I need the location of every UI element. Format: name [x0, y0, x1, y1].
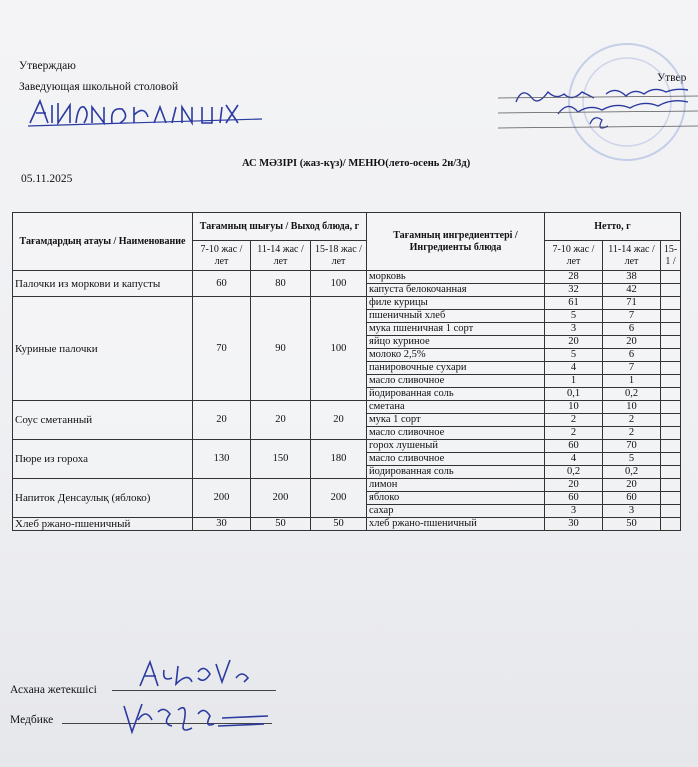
netto-value: 60 — [545, 492, 603, 505]
dish-name: Соус сметанный — [13, 401, 193, 440]
dish-name: Хлеб ржано-пшеничный — [13, 518, 193, 531]
dish-output-value: 20 — [193, 401, 251, 440]
netto-value: 5 — [603, 453, 661, 466]
netto-value-cut — [661, 479, 681, 492]
col-ingredients-header: Тағамның ингредиенттері / Ингредиенты блюда — [367, 213, 545, 271]
dish-output-value: 130 — [193, 440, 251, 479]
dish-output-value: 200 — [193, 479, 251, 518]
netto-value: 61 — [545, 297, 603, 310]
ingredient-name: масло сливочное — [367, 453, 545, 466]
netto-value: 5 — [545, 349, 603, 362]
netto-value: 32 — [545, 284, 603, 297]
netto-value: 0,2 — [545, 466, 603, 479]
netto-value: 0,2 — [603, 466, 661, 479]
ingredient-name: йодированная соль — [367, 466, 545, 479]
netto-value-cut — [661, 414, 681, 427]
ingredient-name: молоко 2,5% — [367, 349, 545, 362]
netto-value-cut — [661, 323, 681, 336]
dish-output-value: 200 — [311, 479, 367, 518]
netto-value-cut — [661, 466, 681, 479]
netto-value: 4 — [545, 453, 603, 466]
netto-value: 60 — [603, 492, 661, 505]
netto-value-cut — [661, 440, 681, 453]
ingredient-name: яблоко — [367, 492, 545, 505]
right-signature — [498, 80, 698, 140]
approve-label: Утверждаю — [19, 60, 76, 72]
ingredient-name: филе курицы — [367, 297, 545, 310]
table-row — [13, 479, 681, 492]
col-netto-age-7-10: 7-10 жас / лет — [545, 241, 603, 271]
netto-value: 2 — [545, 414, 603, 427]
table-row — [13, 440, 681, 453]
netto-value: 30 — [545, 518, 603, 531]
nurse-label: Медбике — [10, 714, 54, 726]
table-row — [13, 401, 681, 414]
dish-output-value: 100 — [311, 297, 367, 401]
dish-name: Куриные палочки — [13, 297, 193, 401]
netto-value: 6 — [603, 323, 661, 336]
netto-value: 60 — [545, 440, 603, 453]
netto-value-cut — [661, 310, 681, 323]
ingredient-name: сметана — [367, 401, 545, 414]
ingredient-name: йодированная соль — [367, 388, 545, 401]
netto-value-cut — [661, 388, 681, 401]
approver-role: Заведующая школьной столовой — [19, 81, 179, 93]
netto-value: 2 — [545, 427, 603, 440]
dish-output-value: 180 — [311, 440, 367, 479]
netto-value: 3 — [545, 505, 603, 518]
netto-value: 5 — [545, 310, 603, 323]
dish-output-value: 30 — [193, 518, 251, 531]
netto-value: 4 — [545, 362, 603, 375]
netto-value: 10 — [545, 401, 603, 414]
menu-title: АС МӘЗІРІ (жаз-күз)/ МЕНЮ(лето-осень 2н/3д) — [242, 158, 471, 169]
netto-value-cut — [661, 271, 681, 284]
dish-output-value: 80 — [251, 271, 311, 297]
netto-value: 3 — [603, 505, 661, 518]
netto-value: 10 — [603, 401, 661, 414]
col-dish-header: Тағамдардың атауы / Наименование — [13, 213, 193, 271]
dish-name: Напиток Денсаулық (яблоко) — [13, 479, 193, 518]
ingredient-name: масло сливочное — [367, 375, 545, 388]
col-netto-age-15-18: 15-1 / — [661, 241, 681, 271]
table-row — [13, 518, 681, 531]
netto-value: 0,2 — [603, 388, 661, 401]
table-row — [13, 297, 681, 310]
dish-name: Палочки из моркови и капусты — [13, 271, 193, 297]
ingredient-name: мука 1 сорт — [367, 414, 545, 427]
netto-value: 28 — [545, 271, 603, 284]
netto-value-cut — [661, 518, 681, 531]
dish-output-value: 150 — [251, 440, 311, 479]
netto-value: 42 — [603, 284, 661, 297]
netto-value: 20 — [545, 336, 603, 349]
netto-value: 1 — [603, 375, 661, 388]
netto-value: 1 — [545, 375, 603, 388]
ingredient-name: лимон — [367, 479, 545, 492]
dish-output-value: 100 — [311, 271, 367, 297]
ingredient-name: сахар — [367, 505, 545, 518]
netto-value: 6 — [603, 349, 661, 362]
netto-value-cut — [661, 427, 681, 440]
ingredient-name: яйцо куриное — [367, 336, 545, 349]
netto-value-cut — [661, 362, 681, 375]
col-netto-header: Нетто, г — [545, 213, 681, 241]
netto-value: 70 — [603, 440, 661, 453]
netto-value-cut — [661, 284, 681, 297]
col-age-11-14: 11-14 жас / лет — [251, 241, 311, 271]
netto-value: 20 — [603, 479, 661, 492]
ingredient-name: капуста белокочанная — [367, 284, 545, 297]
col-netto-age-11-14: 11-14 жас / лет — [603, 241, 661, 271]
netto-value-cut — [661, 297, 681, 310]
netto-value: 7 — [603, 310, 661, 323]
menu-body — [13, 271, 681, 531]
chef-signature — [132, 652, 262, 692]
ingredient-name: пшеничный хлеб — [367, 310, 545, 323]
ingredient-name: масло сливочное — [367, 427, 545, 440]
netto-value: 7 — [603, 362, 661, 375]
dish-output-value: 20 — [311, 401, 367, 440]
netto-value: 20 — [545, 479, 603, 492]
netto-value-cut — [661, 453, 681, 466]
ingredient-name: морковь — [367, 271, 545, 284]
dish-name: Пюре из гороха — [13, 440, 193, 479]
menu-date: 05.11.2025 — [21, 173, 73, 185]
netto-value: 20 — [603, 336, 661, 349]
nurse-signature — [118, 694, 278, 744]
dish-output-value: 50 — [311, 518, 367, 531]
dish-output-value: 60 — [193, 271, 251, 297]
col-age-15-18: 15-18 жас / лет — [311, 241, 367, 271]
ingredient-name: хлеб ржано-пшеничный — [367, 518, 545, 531]
dish-output-value: 20 — [251, 401, 311, 440]
netto-value-cut — [661, 375, 681, 388]
netto-value-cut — [661, 349, 681, 362]
col-output-header: Тағамның шығуы / Выход блюда, г — [193, 213, 367, 241]
netto-value-cut — [661, 505, 681, 518]
netto-value: 2 — [603, 427, 661, 440]
left-signature — [26, 95, 266, 131]
ingredient-name: панировочные сухари — [367, 362, 545, 375]
netto-value: 0,1 — [545, 388, 603, 401]
dish-output-value: 70 — [193, 297, 251, 401]
ingredient-name: мука пшеничная 1 сорт — [367, 323, 545, 336]
netto-value-cut — [661, 492, 681, 505]
dish-output-value: 50 — [251, 518, 311, 531]
netto-value: 38 — [603, 271, 661, 284]
col-age-7-10: 7-10 жас / лет — [193, 241, 251, 271]
netto-value: 2 — [603, 414, 661, 427]
approve-right-label: Утвер — [657, 72, 687, 84]
netto-value-cut — [661, 401, 681, 414]
table-row — [13, 271, 681, 284]
netto-value: 3 — [545, 323, 603, 336]
netto-value: 71 — [603, 297, 661, 310]
chef-label: Асхана жетекшісі — [10, 684, 97, 696]
menu-table — [12, 212, 681, 531]
ingredient-name: горох лушеный — [367, 440, 545, 453]
dish-output-value: 90 — [251, 297, 311, 401]
netto-value-cut — [661, 336, 681, 349]
netto-value: 50 — [603, 518, 661, 531]
dish-output-value: 200 — [251, 479, 311, 518]
